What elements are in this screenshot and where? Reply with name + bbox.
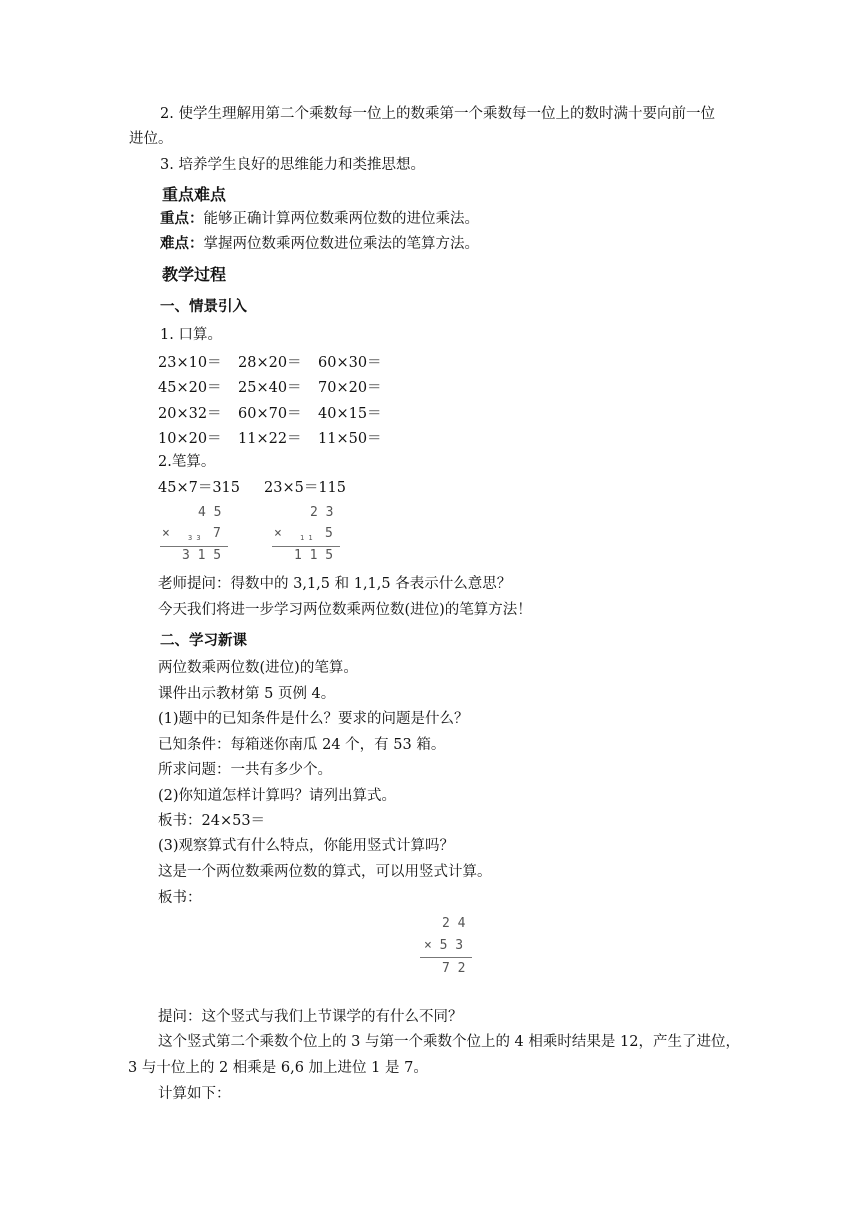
difficulty-text: 掌握两位数乘两位数进位乘法的笔算方法。 xyxy=(203,236,479,252)
explanation: 这个竖式第二个乘数个位上的 3 与第一个乘数个位上的 4 相乘时结果是 12，产生了进位， xyxy=(158,1034,740,1050)
lesson-line: 板书：24×53＝ xyxy=(158,813,266,829)
calc-line xyxy=(160,546,228,547)
question-diff: 提问：这个竖式与我们上节课学的有什么不同？ xyxy=(158,1009,463,1025)
oral-cell: 11×50＝ xyxy=(318,431,382,447)
oral-row xyxy=(158,376,398,397)
calc-multiplier: 5 xyxy=(325,526,333,541)
carry-digits: 1 1 xyxy=(300,534,313,542)
oral-cell: 45×20＝ xyxy=(158,380,222,396)
goal-item-2: 2. 使学生理解用第二个乘数每一位上的数乘第一个乘数每一位上的数时满十要向前一位 xyxy=(160,106,715,122)
calc-as-follows: 计算如下： xyxy=(158,1086,231,1102)
focus-text: 能够正确计算两位数乘两位数的进位乘法。 xyxy=(203,211,479,227)
focus-line xyxy=(160,209,479,229)
lesson-line: (3)观察算式有什么特点，你能用竖式计算吗？ xyxy=(158,838,455,854)
key-points-heading: 重点难点 xyxy=(162,185,227,204)
lesson-line: 两位数乘两位数(进位)的笔算。 xyxy=(158,660,358,676)
section2-heading: 二、学习新课 xyxy=(160,633,247,649)
today-intro: 今天我们将进一步学习两位数乘两位数(进位)的笔算方法！ xyxy=(158,602,532,618)
times-sign: × xyxy=(162,526,170,541)
written-title: 2.笔算。 xyxy=(158,454,216,470)
goal-item-2-cont: 进位。 xyxy=(129,131,173,147)
oral-cell: 25×40＝ xyxy=(238,380,302,396)
oral-cell: 10×20＝ xyxy=(158,431,222,447)
difficulty-line xyxy=(160,234,479,254)
lesson-line: (1)题中的已知条件是什么？要求的问题是什么？ xyxy=(158,711,469,727)
vertical-calc-45x7 xyxy=(160,505,230,565)
oral-cell: 20×32＝ xyxy=(158,406,222,422)
goal-item-3: 3. 培养学生良好的思维能力和类推思想。 xyxy=(160,157,425,173)
calc-top: 4 5 xyxy=(198,505,222,520)
times-sign: × xyxy=(274,526,282,541)
oral-cell: 11×22＝ xyxy=(238,431,302,447)
section1-heading: 一、情景引入 xyxy=(160,299,247,315)
oral-row xyxy=(158,402,398,423)
calc-line xyxy=(420,957,472,958)
written-eq-2: 23×5＝115 xyxy=(264,480,347,496)
calc-line xyxy=(272,546,340,547)
calc-result: 1 1 5 xyxy=(294,548,334,563)
explanation-cont: 3 与十位上的 2 相乘是 6,6 加上进位 1 是 7。 xyxy=(128,1060,428,1076)
calc-result: 3 1 5 xyxy=(182,548,222,563)
oral-cell: 28×20＝ xyxy=(238,355,302,371)
lesson-line: 这是一个两位数乘两位数的算式，可以用竖式计算。 xyxy=(158,864,492,880)
difficulty-label: 难点： xyxy=(160,236,204,252)
written-eq-1: 45×7＝315 xyxy=(158,480,241,496)
lesson-line: (2)你知道怎样计算吗？请列出算式。 xyxy=(158,788,397,804)
lesson-line: 板书： xyxy=(158,890,202,906)
vertical-calc-23x5 xyxy=(272,505,342,565)
oral-row xyxy=(158,351,398,372)
teaching-process-heading: 教学过程 xyxy=(162,265,227,284)
oral-cell: 70×20＝ xyxy=(318,380,382,396)
calc-multiplier: × 5 3 xyxy=(424,938,464,953)
calc-top: 2 3 xyxy=(310,505,334,520)
lesson-line: 所求问题：一共有多少个。 xyxy=(158,762,332,778)
calc-multiplier: 7 xyxy=(213,526,221,541)
calc-result: 7 2 xyxy=(442,961,466,976)
carry-digits: 3 3 xyxy=(188,534,201,542)
oral-row xyxy=(158,427,398,448)
oral-cell: 23×10＝ xyxy=(158,355,222,371)
oral-title: 1. 口算。 xyxy=(160,327,222,343)
oral-cell: 40×15＝ xyxy=(318,406,382,422)
lesson-line: 已知条件：每箱迷你南瓜 24 个，有 53 箱。 xyxy=(158,737,446,753)
oral-cell: 60×30＝ xyxy=(318,355,382,371)
lesson-line: 课件出示教材第 5 页例 4。 xyxy=(158,686,336,702)
calc-top: 2 4 xyxy=(442,916,466,931)
vertical-calc-24x53 xyxy=(420,916,474,976)
focus-label: 重点： xyxy=(160,211,204,227)
teacher-question: 老师提问：得数中的 3,1,5 和 1,1,5 各表示什么意思？ xyxy=(158,576,512,592)
oral-cell: 60×70＝ xyxy=(238,406,302,422)
